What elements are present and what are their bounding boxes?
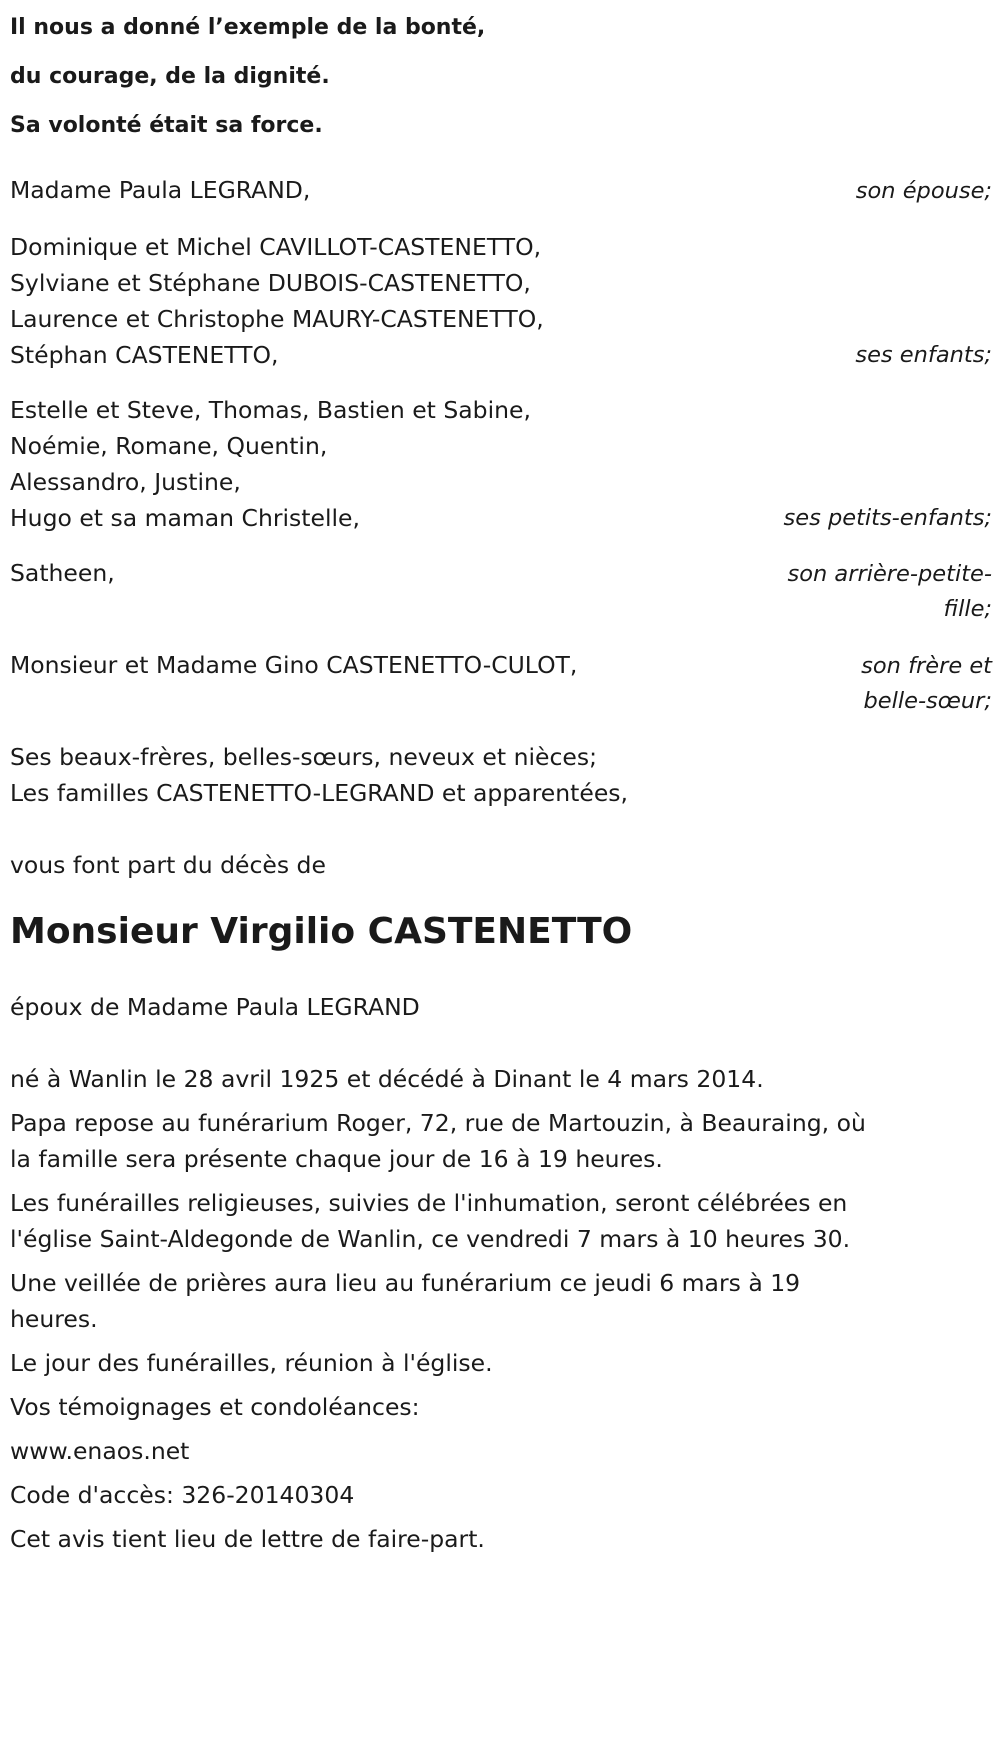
- family-line: Stéphan CASTENETTO,: [10, 341, 279, 369]
- obituary-notice: [10, 0, 992, 1559]
- opening-quote: [10, 3, 992, 150]
- family-group-others: [10, 737, 992, 813]
- access-code-text: Code d'accès: 326-20140304: [10, 1481, 355, 1509]
- detail-line: Une veillée de prières aura lieu au funérarium ce jeudi 6 mars à 19: [10, 1269, 801, 1297]
- family-line: Sylviane et Stéphane DUBOIS-CASTENETTO,: [10, 269, 531, 297]
- relation-label: ses enfants;: [855, 342, 992, 368]
- spouse-of-text: époux de Madame Paula LEGRAND: [10, 993, 420, 1021]
- relation-label: son épouse;: [855, 178, 992, 204]
- family-line: Les familles CASTENETTO-LEGRAND et apparentées,: [10, 779, 628, 807]
- family-line: Laurence et Christophe MAURY-CASTENETTO,: [10, 305, 544, 333]
- quote-line: Il nous a donné l’exemple de la bonté,: [10, 15, 486, 40]
- family-line: Ses beaux-frères, belles-sœurs, neveux et nièces;: [10, 743, 597, 771]
- relation-label-line: son arrière-petite-: [787, 561, 992, 587]
- detail-line: Vos témoignages et condoléances:: [10, 1393, 420, 1421]
- relation-label: [752, 555, 992, 629]
- website-text: www.enaos.net: [10, 1437, 190, 1465]
- detail-line: Le jour des funérailles, réunion à l'église.: [10, 1349, 493, 1377]
- family-group-grandchildren: [10, 390, 992, 553]
- quote-line: du courage, de la dignité.: [10, 64, 330, 89]
- family-line: Satheen,: [10, 559, 115, 587]
- relation-label: ses petits-enfants;: [783, 505, 992, 531]
- family-group-spouse: [10, 170, 992, 226]
- family-line: Estelle et Steve, Thomas, Bastien et Sabine,: [10, 396, 531, 424]
- detail-line: né à Wanlin le 28 avril 1925 et décédé à Dinant le 4 mars 2014.: [10, 1065, 764, 1093]
- family-line: Hugo et sa maman Christelle,: [10, 504, 360, 532]
- family-line: Monsieur et Madame Gino CASTENETTO-CULOT,: [10, 651, 578, 679]
- family-line: Alessandro, Justine,: [10, 468, 241, 496]
- detail-line: heures.: [10, 1305, 98, 1333]
- relation-label: [752, 647, 992, 721]
- family-group-sibling: [10, 645, 992, 737]
- family-line: Dominique et Michel CAVILLOT-CASTENETTO,: [10, 233, 542, 261]
- relation-label-line: son frère et: [861, 653, 992, 679]
- announcement-text: vous font part du décès de: [10, 851, 326, 879]
- detail-line: la famille sera présente chaque jour de 16 à 19 heures.: [10, 1145, 663, 1173]
- deceased-name: Monsieur Virgilio CASTENETTO: [10, 911, 633, 952]
- detail-line: Papa repose au funérarium Roger, 72, rue de Martouzin, à Beauraing, où: [10, 1109, 866, 1137]
- quote-line: Sa volonté était sa force.: [10, 113, 323, 138]
- family-group-children: [10, 227, 992, 390]
- family-line: Madame Paula LEGRAND,: [10, 176, 311, 204]
- family-group-great-grandchild: [10, 553, 992, 645]
- relation-label-line: belle-sœur;: [863, 688, 992, 714]
- details-section: [10, 1059, 992, 1559]
- family-line: Noémie, Romane, Quentin,: [10, 432, 328, 460]
- relation-label-line: fille;: [943, 596, 992, 622]
- detail-line: l'église Saint-Aldegonde de Wanlin, ce vendredi 7 mars à 10 heures 30.: [10, 1225, 851, 1253]
- detail-line: Les funérailles religieuses, suivies de l'inhumation, seront célébrées en: [10, 1189, 848, 1217]
- detail-line: Cet avis tient lieu de lettre de faire-part.: [10, 1525, 485, 1553]
